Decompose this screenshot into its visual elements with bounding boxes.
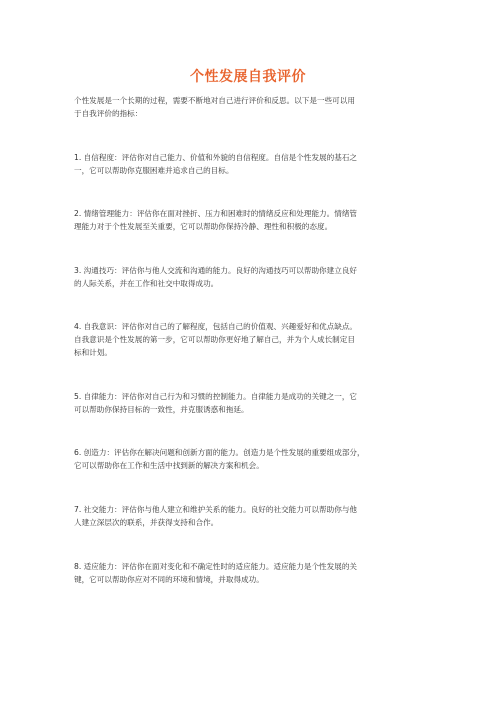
paragraph-line: 它可以帮助你在工作和生活中找到新的解决方案和机会。 [74,461,264,470]
paragraph-line: 理能力对于个性发展至关重要，它可以帮助你保持冷静、理性和积极的态度。 [74,222,333,231]
paragraph-line: 自我意识是个性发展的第一步，它可以帮助你更好地了解自己，并为个人成长制定目 [74,335,355,344]
paragraph-line: 8. 适应能力：评估你在面对变化和不确定性时的适应能力。适应能力是个性发展的关 [74,562,358,571]
paragraph-line: 标和计划。 [74,348,112,357]
paragraph-line: 6. 创造力：评估你在解决问题和创新方面的能力。创造力是个性发展的重要组成部分， [74,448,365,457]
paragraph-line: 一，它可以帮助你克服困难并追求自己的目标。 [74,166,234,175]
paragraph-line: 4. 自我意识：评估你对自己的了解程度，包括自己的价值观、兴趣爱好和优点缺点。 [74,322,358,331]
item-social-skills [74,503,432,529]
paragraph-line: 可以帮助你保持目标的一致性，并克服诱惑和拖延。 [74,405,249,414]
item-communication [74,264,432,290]
paragraph-line: 人建立深层次的联系，并获得支持和合作。 [74,518,219,527]
item-emotion-management [74,207,432,233]
item-self-awareness [74,320,432,359]
paragraph-line: 2. 情绪管理能力：评估你在面对挫折、压力和困难时的情绪反应和处理能力。情绪管 [74,209,358,218]
document-title: 个性发展自我评价 [190,69,306,85]
paragraph-line: 于自我评价的指标： [74,109,143,118]
item-creativity [74,446,432,472]
paragraph-line: 个性发展是一个长期的过程，需要不断地对自己进行评价和反思。以下是一些可以用 [74,96,355,105]
intro-paragraph [74,94,432,120]
item-self-discipline [74,390,432,416]
paragraph-line: 7. 社交能力：评估你与他人建立和维护关系的能力。良好的社交能力可以帮助你与他 [74,505,358,514]
item-self-confidence [74,151,432,177]
paragraph-line: 键，它可以帮助你应对不同的环境和情境，并取得成功。 [74,575,264,584]
paragraph-line: 3. 沟通技巧：评估你与他人交流和沟通的能力。良好的沟通技巧可以帮助你建立良好 [74,266,358,275]
paragraph-line: 1. 自信程度：评估你对自己能力、价值和外貌的自信程度。自信是个性发展的基石之 [74,153,358,162]
paragraph-line: 的人际关系，并在工作和社交中取得成功。 [74,279,219,288]
item-adaptability [74,560,432,586]
paragraph-line: 5. 自律能力：评估你对自己行为和习惯的控制能力。自律能力是成功的关键之一，它 [74,392,358,401]
